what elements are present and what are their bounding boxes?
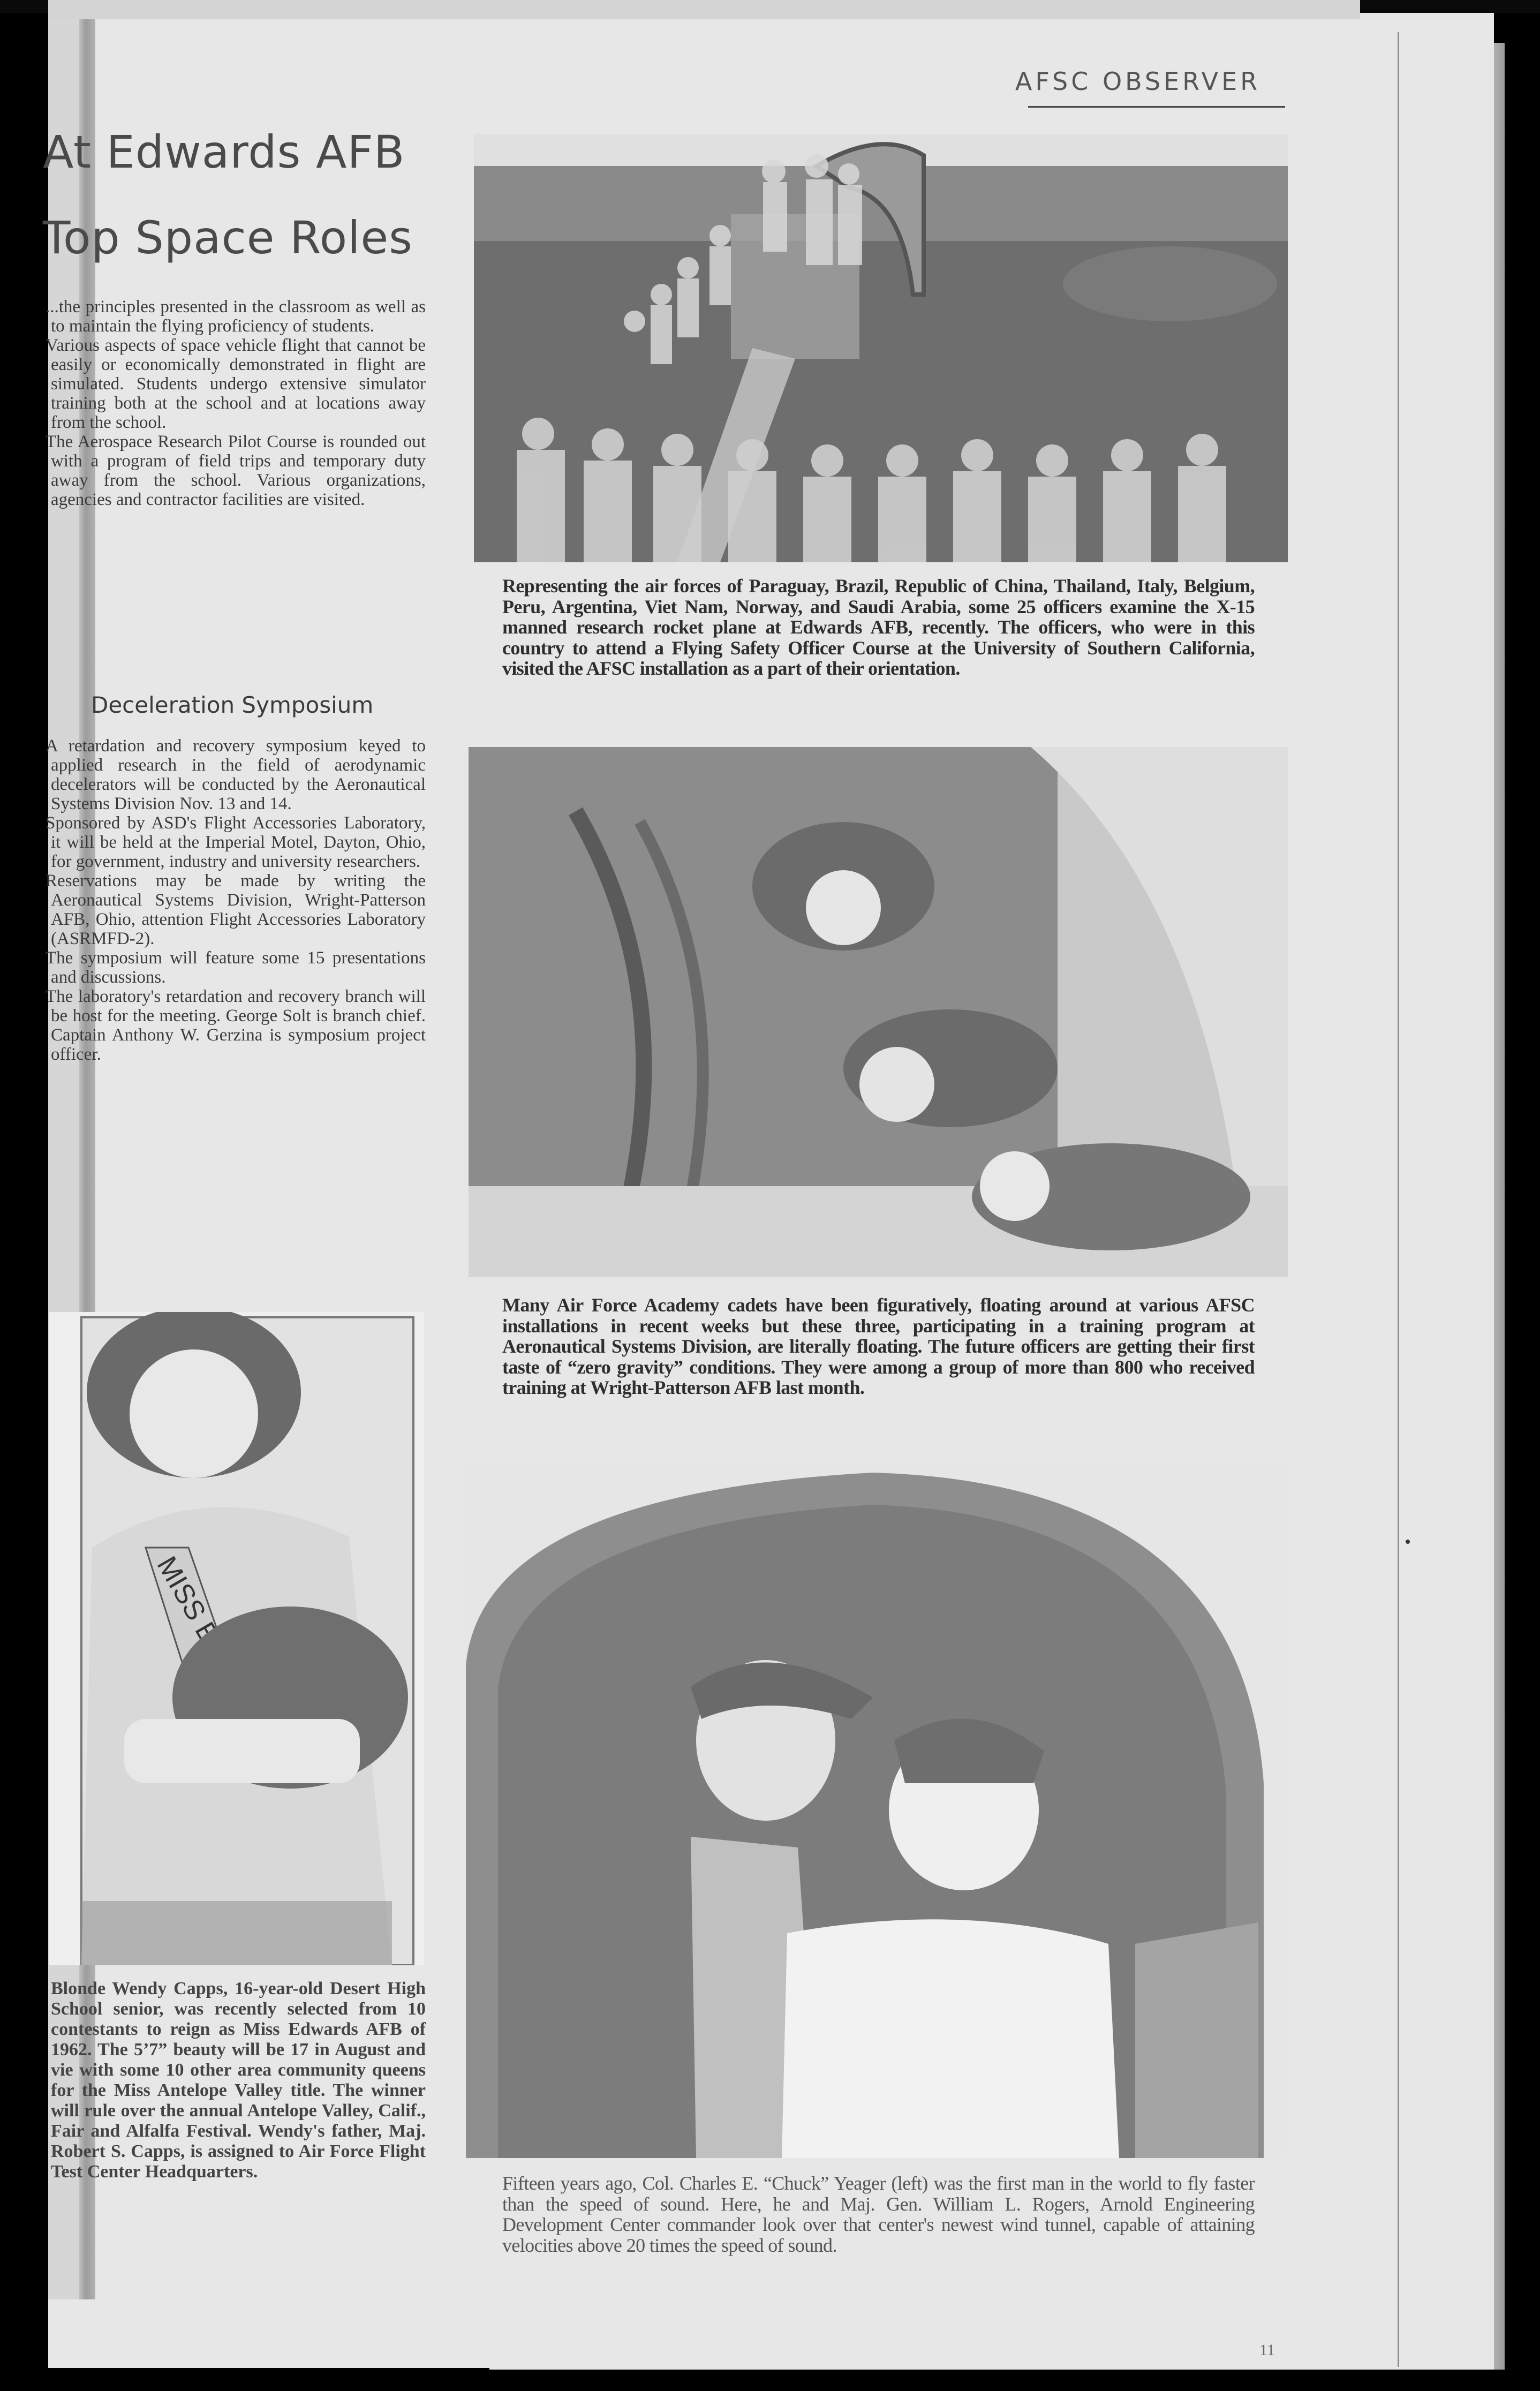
symposium-body	[46, 736, 426, 1064]
caption-zero-gravity-cadets: Many Air Force Academy cadets have been figuratively, floating around at various AFSC installations in recent weeks but these three, participating in a training program at Aeronautical Systems Division, are literally floating. The future officers are getting their first taste of “zero gravity” conditions. They were among a group of more than 800 who received training at Wright-Patterson AFB last month.	[502, 1294, 1255, 1398]
scan-speck	[1406, 1540, 1410, 1544]
headline-line-2: Top Space Roles	[43, 212, 413, 264]
symposium-paragraph: A retardation and recovery symposium keyed to applied research in the field of aerodynamic decelerators will be conducted by the Aeronautical Systems Division Nov. 13 and 14.	[46, 736, 426, 813]
x15-photo-graphic	[474, 134, 1288, 562]
masthead: AFSC OBSERVER	[1015, 67, 1261, 96]
symposium-paragraph: Sponsored by ASD's Flight Accessories Laboratory, it will be held at the Imperial Motel, Dayton, Ohio, for government, industry and university researchers.	[46, 813, 426, 871]
photo-miss-edwards	[49, 1312, 424, 1965]
headline-line-1: At Edwards AFB	[43, 126, 405, 178]
caption-x15-officers: Representing the air forces of Paraguay, Brazil, Republic of China, Thailand, Italy, Belgium, Peru, Argentina, Viet Nam, Norway, and Saudi Arabia, some 25 officers examine the X-15 manned research rocket plane at Edwards AFB, recently. The officers, who were in this country to attend a Flying Safety Officer Course at the University of Southern California, visited the AFSC installation as a part of their orientation.	[502, 575, 1255, 679]
photo-yeager-wind-tunnel	[466, 1462, 1285, 2158]
symposium-paragraph: Reservations may be made by writing the Aeronautical Systems Division, Wright-Patterson AFB, Ohio, attention Flight Accessories Laboratory (ASRMFD-2).	[46, 871, 426, 948]
page-edge-rule	[1398, 32, 1399, 2367]
article-body	[46, 297, 426, 509]
zero-gravity-photo-graphic	[469, 747, 1288, 1277]
symposium-paragraph: The symposium will feature some 15 presentations and discussions.	[46, 948, 426, 987]
photo-zero-gravity-cadets	[469, 747, 1288, 1277]
masthead-rule	[1028, 106, 1285, 108]
yeager-photo-graphic	[466, 1462, 1285, 2158]
caption-yeager-wind-tunnel: Fifteen years ago, Col. Charles E. “Chuck” Yeager (left) was the first man in the world to fly faster than the speed of sound. Here, he and Maj. Gen. William L. Rogers, Arnold Engineering Development Center commander look over that center's newest wind tunnel, capable of attaining velocities above 20 times the speed of sound.	[502, 2173, 1255, 2256]
article-paragraph: Various aspects of space vehicle flight that cannot be easily or economically demonstrated in flight are simulated. Students undergo extensive simulator training both at the school and at locations away from the school.	[46, 336, 426, 432]
sash-text: MISS	[150, 1551, 212, 1626]
symposium-subhead: Deceleration Symposium	[91, 692, 374, 718]
article-paragraph: The Aerospace Research Pilot Course is rounded out with a program of field trips and temporary duty away from the school. Various organizations, agencies and contractor facilities are visited.	[46, 432, 426, 509]
page-top-band	[48, 0, 1360, 19]
photo-x15-officers	[474, 134, 1288, 562]
page-number: 11	[1259, 2341, 1275, 2359]
symposium-paragraph: The laboratory's retardation and recovery branch will be host for the meeting. George Solt is branch chief. Captain Anthony W. Gerzina is symposium project officer.	[46, 987, 426, 1064]
article-paragraph: ...the principles presented in the classroom as well as to maintain the flying proficiency of students.	[46, 297, 426, 336]
miss-edwards-photo-graphic	[49, 1312, 424, 1965]
scan-border-bottom	[7, 2370, 1540, 2391]
caption-miss-edwards: Blonde Wendy Capps, 16-year-old Desert High School senior, was recently selected from 10 contestants to reign as Miss Edwards AFB of 1962. The 5’7” beauty will be 17 in August and vie with some 10 other area community queens for the Miss Antelope Valley title. The winner will rule over the annual Antelope Valley, Calif., Fair and Alfalfa Festival. Wendy's father, Maj. Robert S. Capps, is assigned to Air Force Flight Test Center Headquarters.	[51, 1979, 426, 2182]
